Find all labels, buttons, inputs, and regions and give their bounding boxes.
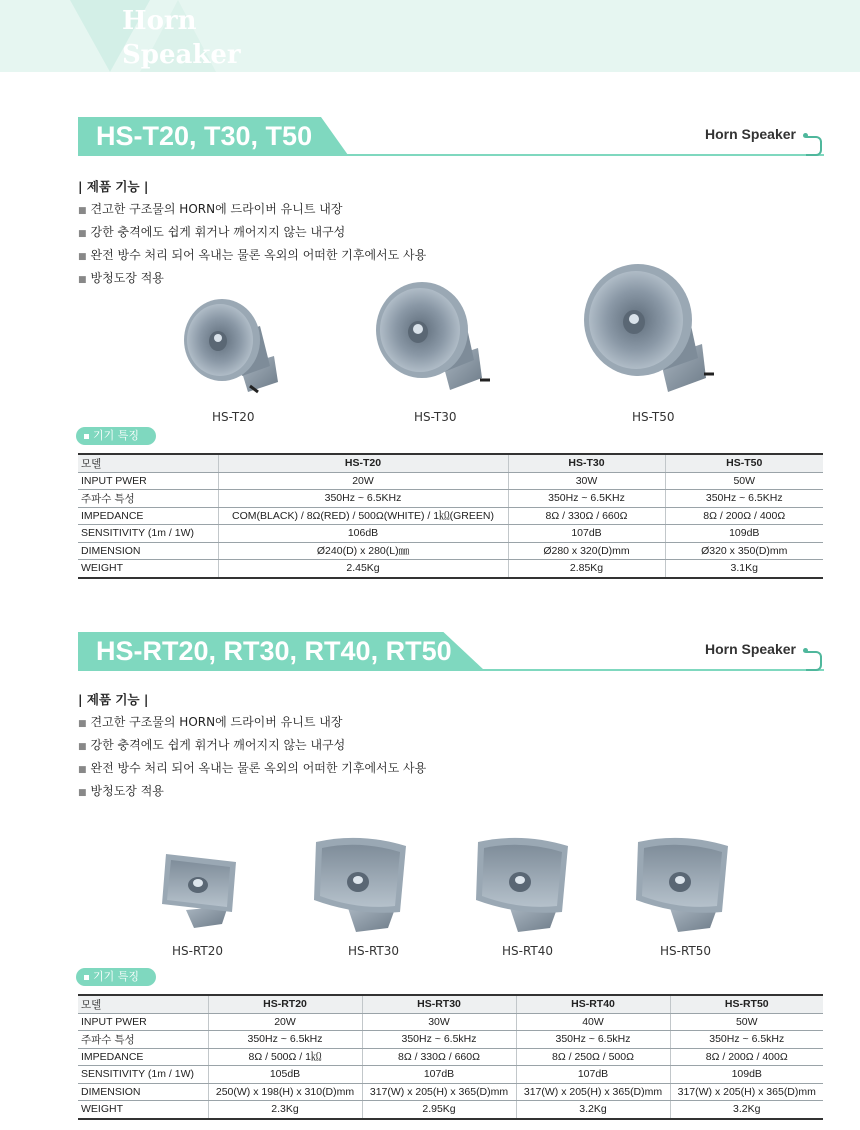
table-cell: 317(W) x 205(H) x 365(D)mm <box>362 1083 516 1101</box>
table-row <box>78 1066 823 1084</box>
hook-dot-icon <box>803 133 808 138</box>
product-caption: HS-RT30 <box>348 944 400 958</box>
table-header-row <box>78 454 823 472</box>
product-caption: HS-T30 <box>414 410 457 424</box>
feature-text: 방청도장 적용 <box>90 784 164 798</box>
table-cell: DIMENSION <box>78 1083 208 1101</box>
table-cell: WEIGHT <box>78 560 218 578</box>
section1-divider <box>78 154 824 156</box>
table-header-cell: HS-RT30 <box>362 995 516 1013</box>
feature-text: 견고한 구조물의 HORN에 드라이버 유니트 내장 <box>90 202 343 216</box>
feature-item <box>78 246 426 263</box>
table-cell: SENSITIVITY (1m / 1W) <box>78 525 218 543</box>
round-horn-speaker-image <box>370 280 495 395</box>
table-cell: INPUT PWER <box>78 1013 208 1031</box>
table-cell: 2.95Kg <box>362 1101 516 1119</box>
feature-item <box>78 200 342 217</box>
feature-item <box>78 269 164 286</box>
table-row <box>78 507 823 525</box>
table-cell: 8Ω / 200Ω / 400Ω <box>665 507 823 525</box>
table-cell: 8Ω / 200Ω / 400Ω <box>670 1048 823 1066</box>
table-cell: 350Hz ~ 6.5KHz <box>665 490 823 508</box>
page-title-line2: Speaker <box>122 40 241 70</box>
product-caption: HS-T20 <box>212 410 255 424</box>
bullet-icon: ■ <box>78 765 87 775</box>
table-cell: Ø280 x 320(D)mm <box>508 542 665 560</box>
table-row <box>78 1048 823 1066</box>
feature-text: 방청도장 적용 <box>90 271 164 285</box>
page-title-line1: Horn <box>122 6 197 36</box>
table-cell: 317(W) x 205(H) x 365(D)mm <box>516 1083 670 1101</box>
table-cell: 350Hz ~ 6.5kHz <box>208 1031 362 1049</box>
table-cell: 30W <box>508 472 665 490</box>
table-row <box>78 525 823 543</box>
product-caption: HS-RT40 <box>502 944 554 958</box>
table-header-cell: HS-RT20 <box>208 995 362 1013</box>
table-cell: 주파수 특성 <box>78 490 218 508</box>
table-cell: 105dB <box>208 1066 362 1084</box>
section2-divider <box>78 669 824 671</box>
section2-title: HS-RT20, RT30, RT40, RT50 <box>96 636 452 666</box>
section1-features-title: | 제품 기능 | <box>78 179 149 194</box>
table-cell: 109dB <box>665 525 823 543</box>
bullet-icon: ■ <box>78 252 87 262</box>
table-row <box>78 472 823 490</box>
table-cell: 350Hz ~ 6.5kHz <box>516 1031 670 1049</box>
table-cell: 350Hz ~ 6.5KHz <box>218 490 508 508</box>
table-cell: 2.85Kg <box>508 560 665 578</box>
feature-item <box>78 736 345 753</box>
table-cell: 107dB <box>362 1066 516 1084</box>
product-caption: HS-RT20 <box>172 944 224 958</box>
table-cell: 8Ω / 500Ω / 1㏀ <box>208 1048 362 1066</box>
section1-spec-tag <box>76 427 156 445</box>
table-cell: 350Hz ~ 6.5kHz <box>362 1031 516 1049</box>
page-title <box>122 4 241 72</box>
table-cell: 250(W) x 198(H) x 310(D)mm <box>208 1083 362 1101</box>
table-header-cell: HS-RT40 <box>516 995 670 1013</box>
table-cell: 107dB <box>508 525 665 543</box>
bullet-icon: ■ <box>78 229 87 239</box>
table-row <box>78 1013 823 1031</box>
table-cell: 50W <box>665 472 823 490</box>
rectangular-horn-speaker-image <box>158 852 240 932</box>
table-cell: 317(W) x 205(H) x 365(D)mm <box>670 1083 823 1101</box>
feature-item <box>78 223 345 240</box>
table-cell: 주파수 특성 <box>78 1031 208 1049</box>
table-header-cell: 모델 <box>78 995 208 1013</box>
feature-item <box>78 759 426 776</box>
spec-tag-label: 기기 특징 <box>93 970 140 983</box>
section1-tagline: Horn Speaker <box>704 126 796 142</box>
product-caption: HS-T50 <box>632 410 675 424</box>
bullet-icon: ■ <box>78 788 87 798</box>
table-cell: 20W <box>208 1013 362 1031</box>
table-cell: 8Ω / 330Ω / 660Ω <box>362 1048 516 1066</box>
feature-item <box>78 782 164 799</box>
round-horn-speaker-image <box>178 296 288 396</box>
hook-icon <box>806 651 822 671</box>
hook-dot-icon <box>803 648 808 653</box>
section2-spec-tag <box>76 968 156 986</box>
table-cell: 20W <box>218 472 508 490</box>
table-row <box>78 1101 823 1119</box>
feature-text: 강한 충격에도 쉽게 휘거나 깨어지지 않는 내구성 <box>90 738 346 752</box>
table-cell: COM(BLACK) / 8Ω(RED) / 500Ω(WHITE) / 1㏀(GREEN) <box>218 507 508 525</box>
table-header-cell: HS-T50 <box>665 454 823 472</box>
table-cell: Ø320 x 350(D)mm <box>665 542 823 560</box>
hook-icon <box>806 136 822 156</box>
table-cell: 40W <box>516 1013 670 1031</box>
rectangular-horn-speaker-image <box>632 836 732 936</box>
table-cell: 107dB <box>516 1066 670 1084</box>
table-cell: 30W <box>362 1013 516 1031</box>
table-cell: DIMENSION <box>78 542 218 560</box>
table-row <box>78 490 823 508</box>
table-cell: IMPEDANCE <box>78 1048 208 1066</box>
table-cell: 2.45Kg <box>218 560 508 578</box>
table-cell: 2.3Kg <box>208 1101 362 1119</box>
feature-text: 강한 충격에도 쉽게 휘거나 깨어지지 않는 내구성 <box>90 225 346 239</box>
spec-tag-label: 기기 특징 <box>93 429 140 442</box>
rectangular-horn-speaker-image <box>472 836 572 936</box>
table-cell: 3.1Kg <box>665 560 823 578</box>
table-cell: 3.2Kg <box>516 1101 670 1119</box>
table-cell: Ø240(D) x 280(L)㎜ <box>218 542 508 560</box>
table-cell: 8Ω / 330Ω / 660Ω <box>508 507 665 525</box>
table-cell: 3.2Kg <box>670 1101 823 1119</box>
bullet-icon: ■ <box>78 275 87 285</box>
table-header-cell: HS-RT50 <box>670 995 823 1013</box>
table-cell: WEIGHT <box>78 1101 208 1119</box>
table-cell: SENSITIVITY (1m / 1W) <box>78 1066 208 1084</box>
bullet-icon: ■ <box>78 742 87 752</box>
feature-text: 완전 방수 처리 되어 옥내는 물론 옥외의 어떠한 기후에서도 사용 <box>90 761 427 775</box>
table-row <box>78 1031 823 1049</box>
product-caption: HS-RT50 <box>660 944 712 958</box>
table-header-cell: HS-T30 <box>508 454 665 472</box>
section1-spec-table <box>78 453 823 579</box>
table-cell: 8Ω / 250Ω / 500Ω <box>516 1048 670 1066</box>
table-cell: 106dB <box>218 525 508 543</box>
section1-title: HS-T20, T30, T50 <box>96 121 313 151</box>
table-row <box>78 1083 823 1101</box>
bullet-icon: ■ <box>78 719 87 729</box>
table-cell: IMPEDANCE <box>78 507 218 525</box>
feature-item <box>78 713 342 730</box>
table-row <box>78 542 823 560</box>
table-cell: 50W <box>670 1013 823 1031</box>
top-header-band <box>0 0 860 72</box>
rectangular-horn-speaker-image <box>310 836 410 936</box>
table-cell: 109dB <box>670 1066 823 1084</box>
table-row <box>78 560 823 578</box>
bullet-icon: ■ <box>78 206 87 216</box>
square-icon <box>84 434 89 439</box>
round-horn-speaker-image <box>580 262 720 397</box>
feature-text: 견고한 구조물의 HORN에 드라이버 유니트 내장 <box>90 715 343 729</box>
table-header-cell: 모델 <box>78 454 218 472</box>
section2-features-title: | 제품 기능 | <box>78 692 149 707</box>
table-cell: 350Hz ~ 6.5KHz <box>508 490 665 508</box>
table-header-row <box>78 995 823 1013</box>
section2-tagline: Horn Speaker <box>704 641 796 657</box>
table-cell: INPUT PWER <box>78 472 218 490</box>
section2-spec-table <box>78 994 823 1120</box>
table-cell: 350Hz ~ 6.5kHz <box>670 1031 823 1049</box>
feature-text: 완전 방수 처리 되어 옥내는 물론 옥외의 어떠한 기후에서도 사용 <box>90 248 427 262</box>
square-icon <box>84 975 89 980</box>
table-header-cell: HS-T20 <box>218 454 508 472</box>
